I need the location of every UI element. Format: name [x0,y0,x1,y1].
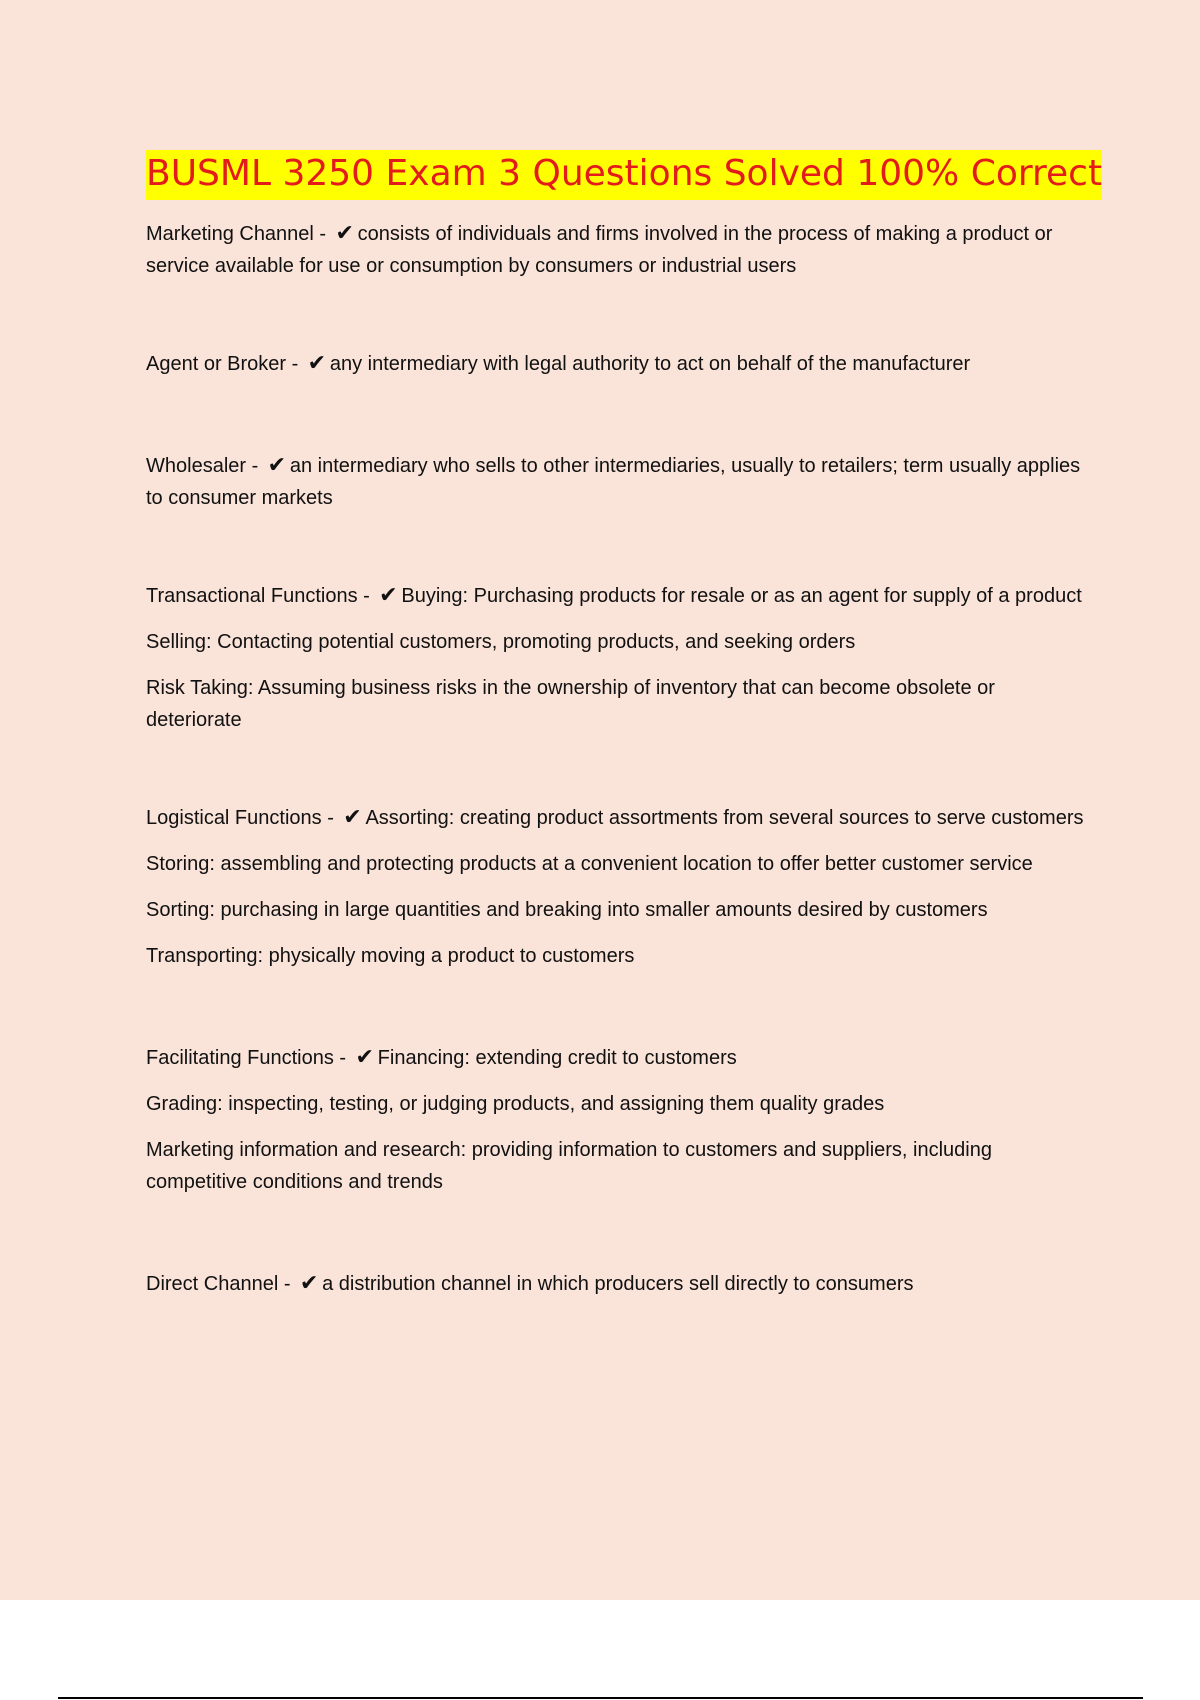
term-separator: - [357,585,376,607]
entry-term: Direct Channel [146,1273,279,1295]
entry-facilitating-functions [146,1042,1096,1198]
entry-term: Transactional Functions [146,585,358,607]
checkmark-icon: ✔ [379,583,398,608]
checkmark-icon: ✔ [355,1045,374,1070]
entry-transactional-functions [146,580,1096,736]
document-title: BUSML 3250 Exam 3 Questions Solved 100% Correct [146,150,1102,200]
checkmark-icon: ✔ [299,1271,319,1296]
entry-term: Marketing Channel [146,223,314,245]
entry-line: Grading: inspecting, testing, or judging products, and assigning them quality grades [146,1093,885,1115]
entry-first-line [146,218,1096,282]
entry-line: Marketing information and research: providing information to customers and suppliers, including competitive conditions and trends [146,1139,992,1193]
entry-marketing-channel [146,218,1096,282]
entry-first-line [146,1268,1096,1300]
entry-logistical-functions [146,802,1096,972]
entry-definition: a distribution channel in which producers sell directly to consumers [322,1273,914,1295]
checkmark-icon: ✔ [267,453,287,478]
entry-term: Agent or Broker [146,353,287,375]
entry-definition: consists of individuals and firms involved in the process of making a product or service available for use or consumption by consumers or industrial users [146,223,1053,277]
entry-line: Transporting: physically moving a product to customers [146,945,635,967]
entry-line: Selling: Contacting potential customers, promoting products, and seeking orders [146,631,856,653]
entry-line: Sorting: purchasing in large quantities and breaking into smaller amounts desired by customers [146,899,988,921]
checkmark-icon: ✔ [307,351,327,376]
term-separator: - [333,1047,352,1069]
document-content [146,150,1103,1300]
entry-definition: Buying: Purchasing products for resale or as an agent for supply of a product [401,585,1082,607]
entry-direct-channel [146,1268,1096,1300]
entry-line: Risk Taking: Assuming business risks in the ownership of inventory that can become obsolete or deteriorate [146,677,995,731]
entry-line: Storing: assembling and protecting products at a convenient location to offer better customer service [146,853,1033,875]
term-separator: - [313,223,332,245]
entry-first-line [146,1042,1096,1074]
entry-term: Wholesaler [146,455,247,477]
term-separator: - [321,807,340,829]
entry-wholesaler [146,450,1096,514]
checkmark-icon: ✔ [343,805,362,830]
entry-first-line [146,450,1096,514]
entry-first-line [146,802,1096,834]
entry-agent-or-broker [146,348,1096,380]
footer-divider [58,1697,1143,1699]
entry-first-line [146,580,1096,612]
entry-definition: Financing: extending credit to customers [377,1047,737,1069]
entry-term: Logistical Functions [146,807,322,829]
checkmark-icon: ✔ [335,221,354,246]
term-separator: - [246,455,264,477]
entry-first-line [146,348,1096,380]
entry-definition: Assorting: creating product assortments from several sources to serve customers [365,807,1084,829]
entry-term: Facilitating Functions [146,1047,334,1069]
term-separator: - [278,1273,297,1295]
term-separator: - [286,353,304,375]
entry-definition: any intermediary with legal authority to act on behalf of the manufacturer [329,353,971,375]
entry-definition: an intermediary who sells to other intermediaries, usually to retailers; term usually applies to consumer markets [146,455,1081,509]
